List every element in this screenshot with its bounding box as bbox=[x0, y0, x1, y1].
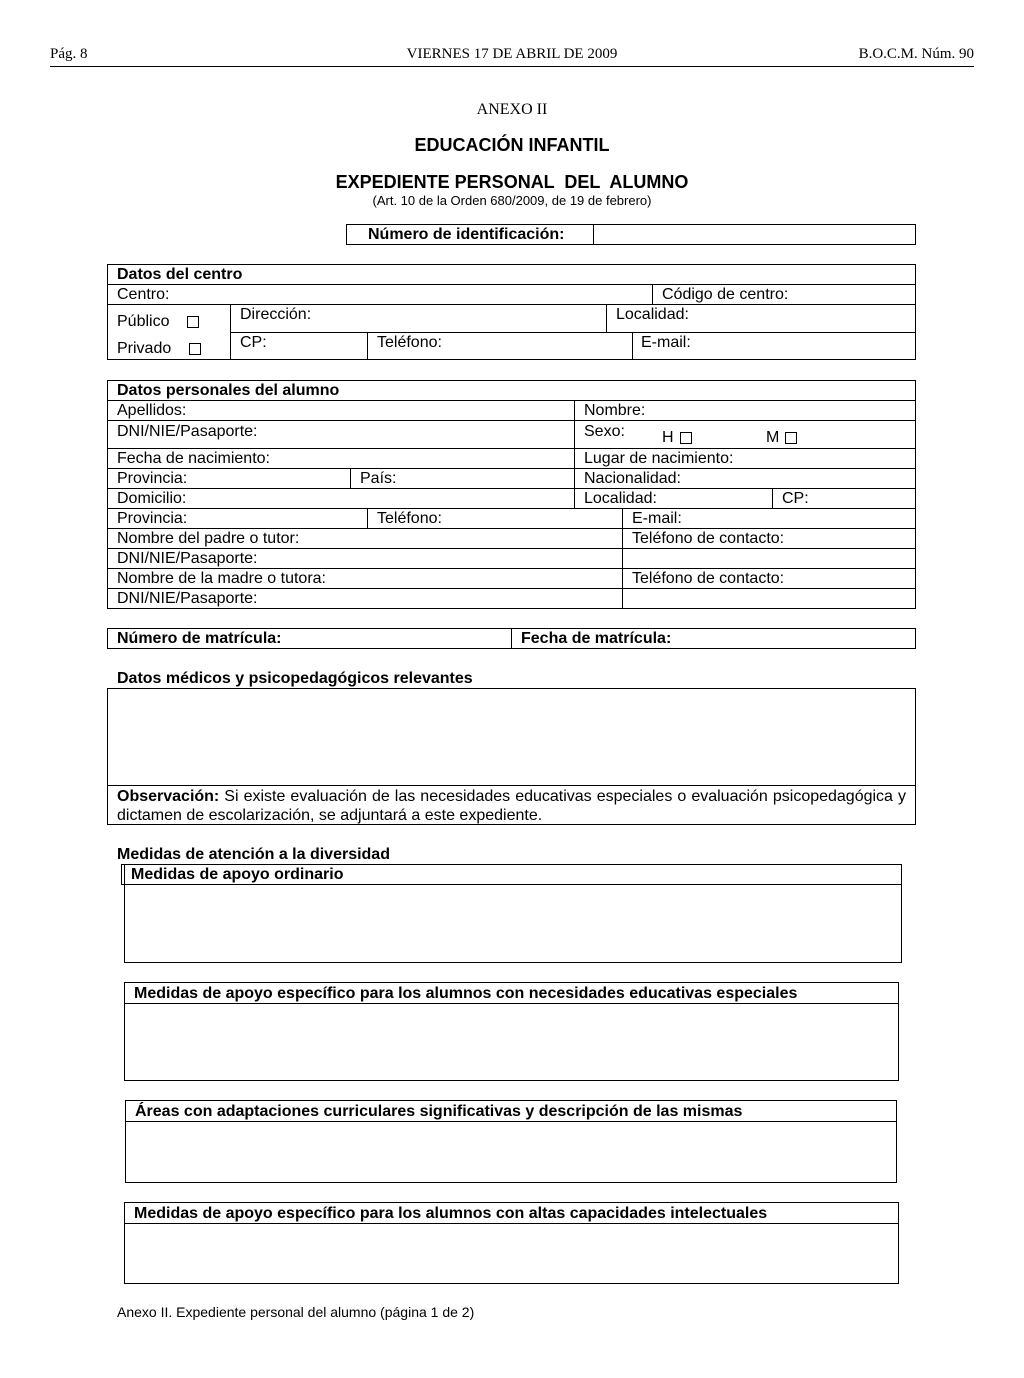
locality-label: Localidad: bbox=[584, 490, 657, 507]
father-phone-label: Teléfono de contacto: bbox=[632, 530, 785, 547]
birth-date-label: Fecha de nacimiento: bbox=[117, 450, 270, 467]
annex-title: ANEXO II bbox=[476, 101, 548, 118]
mother-name-label: Nombre de la madre o tutora: bbox=[117, 570, 326, 587]
ordinary-support-field[interactable] bbox=[126, 886, 900, 961]
sex-label: Sexo: bbox=[584, 423, 625, 440]
school-section-heading: Datos del centro bbox=[117, 266, 243, 283]
country-label: País: bbox=[360, 470, 397, 487]
school-email-label: E-mail: bbox=[641, 334, 691, 351]
school-name-label: Centro: bbox=[117, 286, 170, 303]
page-footer: Anexo II. Expediente personal del alumno (página 1 de 2) bbox=[117, 1304, 475, 1320]
private-checkbox[interactable] bbox=[189, 343, 201, 355]
private-label: Privado bbox=[117, 340, 172, 357]
page-number: Pág. 8 bbox=[50, 46, 88, 62]
school-phone-label: Teléfono: bbox=[377, 334, 442, 351]
enrollment-number-label: Número de matrícula: bbox=[117, 630, 282, 647]
sex-option-m[interactable] bbox=[766, 429, 797, 447]
province-2-label: Provincia: bbox=[117, 510, 188, 527]
public-label: Público bbox=[117, 313, 170, 330]
phone-label: Teléfono: bbox=[377, 510, 442, 527]
mother-id-label: DNI/NIE/Pasaporte: bbox=[117, 590, 258, 607]
father-id-label: DNI/NIE/Pasaporte: bbox=[117, 550, 258, 567]
sex-h-label: H bbox=[662, 429, 674, 446]
curricular-adaptations-heading: Áreas con adaptaciones curriculares significativas y descripción de las mismas bbox=[135, 1103, 743, 1120]
school-postcode-label: CP: bbox=[240, 334, 267, 351]
home-address-label: Domicilio: bbox=[117, 490, 187, 507]
enrollment-date-label: Fecha de matrícula: bbox=[521, 630, 672, 647]
school-locality-label: Localidad: bbox=[616, 306, 689, 323]
school-code-label: Código de centro: bbox=[662, 286, 789, 303]
form-title: EXPEDIENTE PERSONAL DEL ALUMNO bbox=[335, 172, 689, 192]
student-id-label: DNI/NIE/Pasaporte: bbox=[117, 423, 258, 440]
special-needs-support-heading: Medidas de apoyo específico para los alumnos con necesidades educativas especiales bbox=[134, 985, 798, 1002]
curricular-adaptations-field[interactable] bbox=[127, 1123, 895, 1181]
ordinary-support-heading: Medidas de apoyo ordinario bbox=[131, 866, 344, 883]
sex-option-h[interactable] bbox=[662, 429, 692, 447]
nationality-label: Nacionalidad: bbox=[584, 470, 681, 487]
first-name-label: Nombre: bbox=[584, 402, 646, 419]
birth-place-label: Lugar de nacimiento: bbox=[584, 450, 734, 467]
email-label: E-mail: bbox=[632, 510, 682, 527]
diversity-section-heading: Medidas de atención a la diversidad bbox=[117, 846, 390, 863]
province-label: Provincia: bbox=[117, 470, 188, 487]
special-needs-support-field[interactable] bbox=[126, 1005, 897, 1079]
medical-section-heading: Datos médicos y psicopedagógicos relevantes bbox=[117, 670, 473, 687]
student-section-heading: Datos personales del alumno bbox=[117, 382, 340, 399]
id-number-field[interactable] bbox=[595, 226, 913, 243]
sex-m-checkbox[interactable] bbox=[785, 432, 797, 444]
gifted-support-field[interactable] bbox=[126, 1225, 897, 1282]
father-name-label: Nombre del padre o tutor: bbox=[117, 530, 300, 547]
public-option[interactable] bbox=[117, 313, 199, 331]
school-address-label: Dirección: bbox=[240, 306, 312, 323]
id-number-label: Número de identificación: bbox=[368, 226, 565, 243]
medical-data-field[interactable] bbox=[109, 690, 914, 784]
observation-text: Si existe evaluación de las necesidades educativas especiales o evaluación psicopedagógica y dictamen de escolarización, se adjuntará a este expediente. bbox=[117, 788, 906, 824]
header-rule bbox=[50, 66, 974, 67]
stage-title: EDUCACIÓN INFANTIL bbox=[414, 135, 610, 155]
bulletin-number: B.O.C.M. Núm. 90 bbox=[858, 46, 974, 62]
observation-label: Observación: bbox=[117, 788, 220, 805]
sex-m-label: M bbox=[766, 429, 780, 446]
postcode-label: CP: bbox=[782, 490, 809, 507]
sex-h-checkbox[interactable] bbox=[680, 432, 692, 444]
private-option[interactable] bbox=[117, 340, 201, 358]
observation-note bbox=[117, 787, 906, 825]
gifted-support-heading: Medidas de apoyo específico para los alumnos con altas capacidades intelectuales bbox=[134, 1205, 768, 1222]
mother-phone-label: Teléfono de contacto: bbox=[632, 570, 785, 587]
article-reference: (Art. 10 de la Orden 680/2009, de 19 de febrero) bbox=[372, 193, 652, 208]
public-checkbox[interactable] bbox=[187, 316, 199, 328]
surnames-label: Apellidos: bbox=[117, 402, 187, 419]
header-date: VIERNES 17 DE ABRIL DE 2009 bbox=[406, 46, 618, 62]
